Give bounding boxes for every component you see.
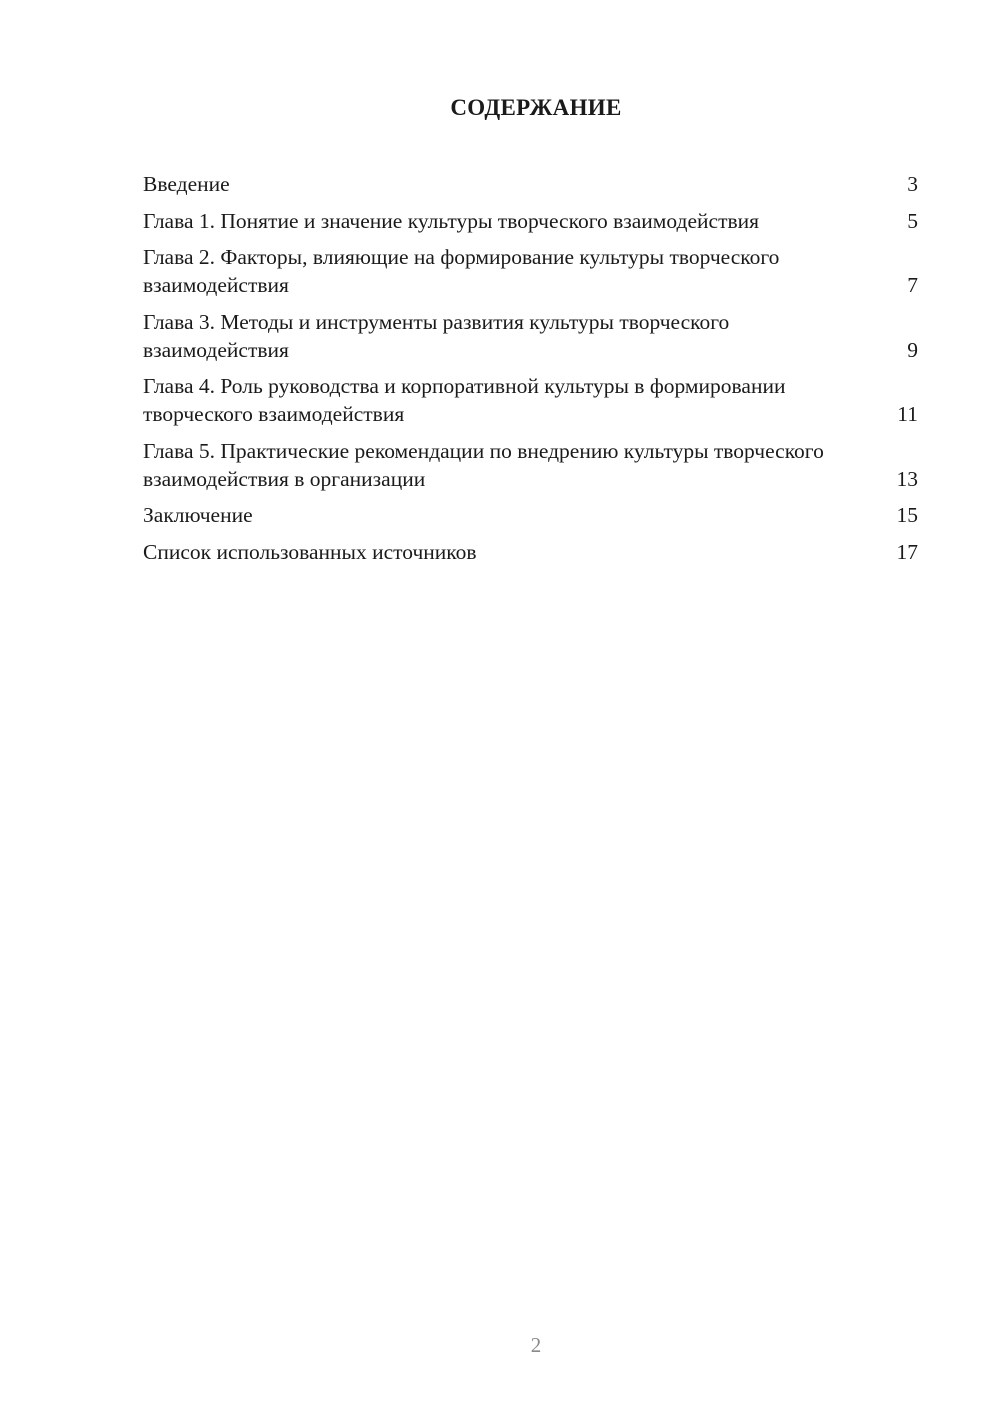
toc-entry-page: 15	[896, 503, 918, 527]
toc-entry-page: 11	[897, 402, 918, 426]
toc-entry-page: 13	[896, 466, 918, 491]
page-number: 2	[530, 1333, 542, 1357]
page-title: СОДЕРЖАНИЕ	[450, 95, 622, 120]
toc-entry-text: Глава 4. Роль руководства и корпоративной культуры в формировании творческого взаимодействия	[143, 374, 786, 426]
toc-entry-page: 9	[907, 337, 918, 362]
toc-entry-text: Список использованных источников	[143, 539, 477, 564]
toc-entry-page: 5	[907, 208, 918, 233]
toc-entry-chapter-5[interactable]	[143, 437, 918, 493]
toc-entry-text: Глава 3. Методы и инструменты развития культуры творческого взаимодействия	[143, 309, 730, 362]
toc-entry-page: 7	[907, 273, 918, 297]
toc-entry-text: Глава 2. Факторы, влияющие на формирование культуры творческого взаимодействия	[143, 245, 780, 297]
toc-entry-introduction[interactable]	[143, 170, 918, 198]
toc-entry-text: Глава 1. Понятие и значение культуры творческого взаимодействия	[143, 208, 760, 233]
toc-entry-chapter-2[interactable]	[143, 243, 918, 299]
toc-entry-page: 17	[896, 539, 918, 564]
toc-entry-chapter-1[interactable]	[143, 207, 918, 235]
toc-entry-conclusion[interactable]	[143, 501, 918, 529]
toc-entry-references[interactable]	[143, 538, 918, 566]
toc-entry-page: 3	[907, 172, 918, 196]
table-of-contents	[143, 170, 918, 574]
toc-entry-text: Введение	[143, 172, 230, 196]
toc-entry-chapter-4[interactable]	[143, 372, 918, 428]
toc-entry-chapter-3[interactable]	[143, 308, 918, 364]
toc-entry-text: Заключение	[143, 503, 253, 527]
toc-entry-text: Глава 5. Практические рекомендации по внедрению культуры творческого взаимодействия в организации	[143, 438, 824, 491]
